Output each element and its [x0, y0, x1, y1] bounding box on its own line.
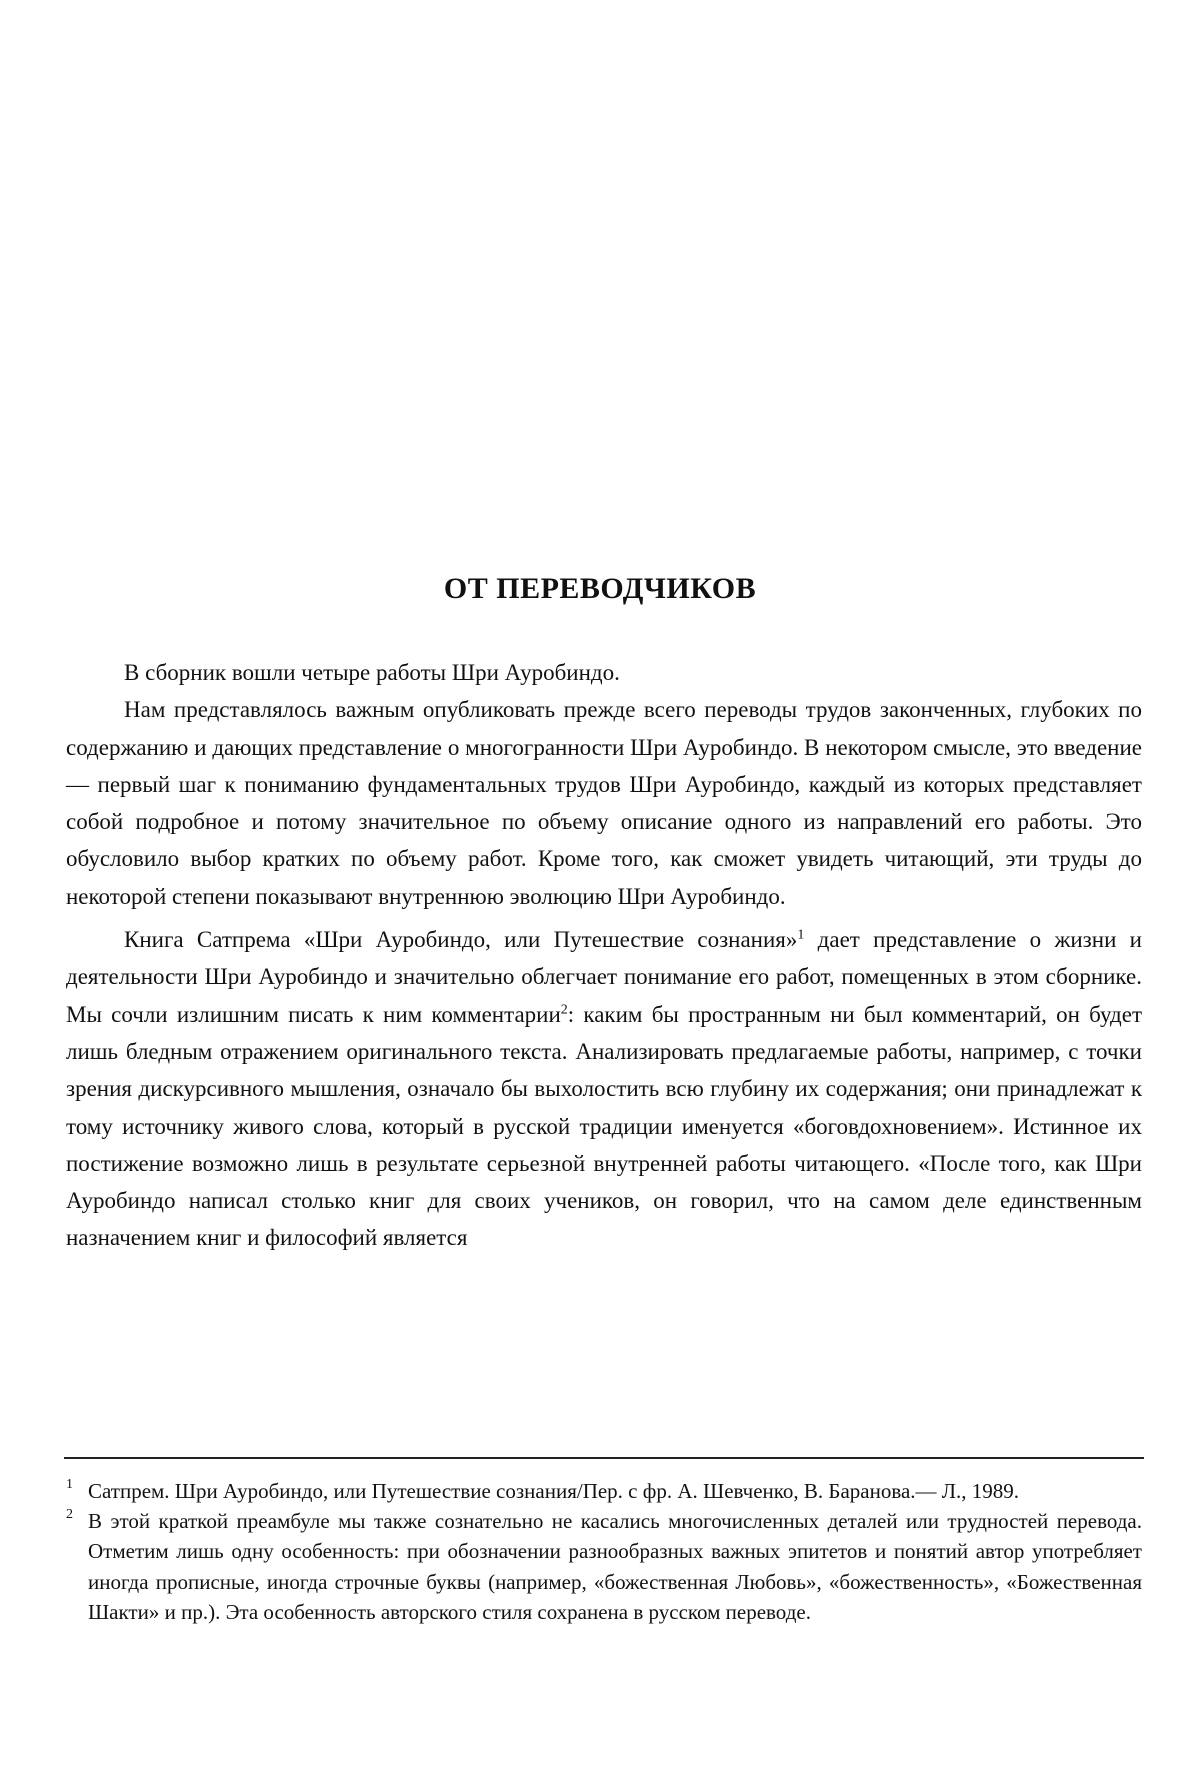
footnote-1: [66, 1476, 1142, 1506]
footnote-1-text: Сатпрем. Шри Ауробиндо, или Путешествие сознания/Пер. с фр. А. Шевченко, В. Баранова.— Л., 1989.: [88, 1479, 1020, 1503]
footnote-ref-1: 1: [797, 927, 805, 943]
footnote-2: [66, 1506, 1142, 1627]
paragraph-3-part-1: Книга Сатпрема «Шри Ауробиндо, или Путешествие сознания»: [124, 927, 798, 953]
page-title: ОТ ПЕРЕВОДЧИКОВ: [443, 572, 757, 605]
paragraph-3-part-3: : каким бы пространным ни был комментарий, он будет лишь бледным отражением оригинального текста. Анализировать предлагаемые работы, например, с точки зрения дискурсивного мышления, означало бы выхолостить всю глубину их содержания; они принадлежат к тому источнику живого слова, который в русской традиции именуется «боговдохновением». Истинное их постижение возможно лишь в результате серьезной внутренней работы читающего. «После того, как Шри Ауробиндо написал столько книг для своих учеников, он говорил, что на самом деле единственным назначением книг и философий является: [66, 1001, 1142, 1251]
footnote-divider: [64, 1457, 1144, 1459]
footnote-ref-2: 2: [560, 1002, 568, 1018]
paragraph-2: Нам представлялось важным опубликовать прежде всего переводы трудов законченных, глубоких по содержанию и дающих представление о многогранности Шри Ауробиндо. В некотором смысле, это введение — первый шаг к пониманию фундаментальных трудов Шри Ауробиндо, каждый из которых представляет собой подробное и потому значительное по объему описание одного из направлений его работы. Это обусловило выбор кратких по объему работ. Кроме того, как сможет увидеть читающий, эти труды до некоторой степени показывают внутреннюю эволюцию Шри Ауробиндо.: [66, 697, 1142, 909]
paragraph-1: В сборник вошли четыре работы Шри Ауробиндо.: [124, 660, 620, 685]
footnote-2-mark: 2: [66, 1507, 73, 1523]
footnote-2-text: В этой краткой преамбуле мы также сознательно не касались многочисленных деталей или трудностей перевода. Отметим лишь одну особенность: при обозначении разнообразных важных эпитетов и понятий автор употребляет иногда прописные, иногда строчные буквы (например, «божественная Любовь», «божественность», «Божественная Шакти» и пр.). Эта особенность авторского стиля сохранена в русском переводе.: [88, 1509, 1142, 1624]
paragraph-3: [66, 921, 1142, 1257]
paragraph-3-part-2: дает представление о жизни и деятельности Шри Ауробиндо и значительно облегчает понимание его работ, помещенных в этом сборнике. Мы сочли излишним писать к ним комментарии: [66, 927, 1142, 1027]
footnote-1-mark: 1: [66, 1477, 73, 1492]
body-text: [66, 654, 1142, 1257]
footnotes: [66, 1476, 1142, 1627]
